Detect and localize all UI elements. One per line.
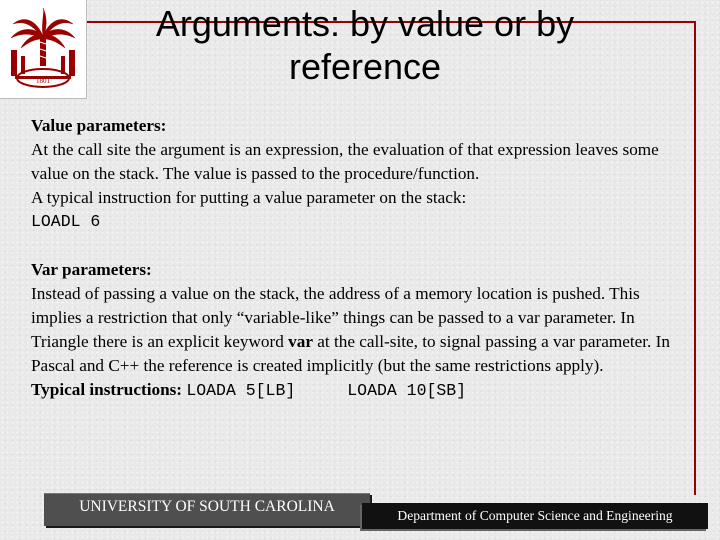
var-keyword: var [288,332,313,351]
code-loada-lb: LOADA 5[LB] [186,381,296,400]
slide-content [31,114,687,403]
svg-text:1801: 1801 [36,77,50,85]
value-params-body: At the call site the argument is an expression, the evaluation of that expression leaves some value on the stack. The value is passed to the procedure/function. [31,140,659,183]
var-params-heading: Var parameters: [31,260,152,279]
paragraph-spacer [31,234,687,258]
university-palmetto-seal-icon [5,6,81,92]
var-params-typical-instructions: Typical instructions: LOADA 5[LB] LOADA 10[SB] [31,380,467,400]
slide-title: Arguments: by value or by reference [155,3,575,87]
value-params-typical-line: A typical instruction for putting a value parameter on the stack: [31,188,467,207]
university-logo [0,0,87,99]
university-footer-label: UNIVERSITY OF SOUTH CAROLINA [44,493,370,526]
var-params-body: Instead of passing a value on the stack, the address of a memory location is pushed. This implies a restriction that only “variable-like” things can be passed to a var parameter. In Triangle there is an explicit keyword var at the call-site, to signal passing a var parameter. In Pascal and C++ the reference is created implicitly (but the same restrictions apply). [31,284,670,375]
slide-frame-right-line [694,21,696,495]
value-params-heading: Value parameters: [31,116,167,135]
value-params-code: LOADL 6 [31,212,101,231]
code-loada-sb: LOADA 10[SB] [347,381,467,400]
department-footer-label: Department of Computer Science and Engineering [362,503,708,529]
